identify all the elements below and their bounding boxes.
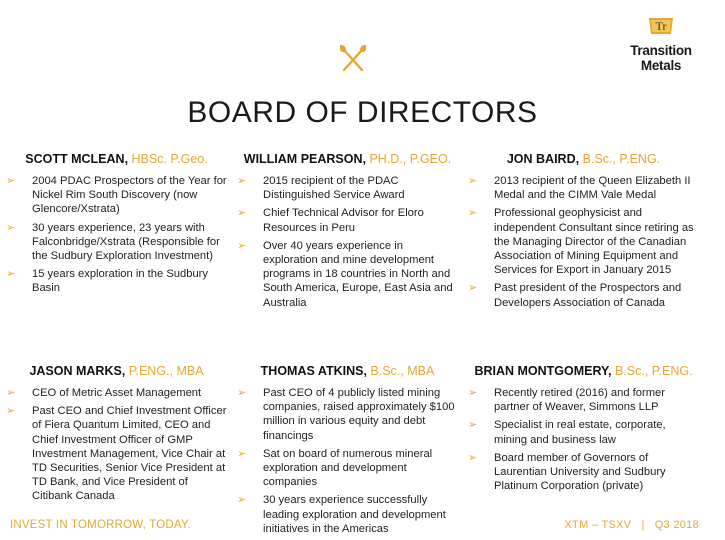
director-bullets (235, 386, 460, 536)
list-item: ➢ Past CEO of 4 publicly listed mining companies, raised approximately $100 million in various equity and debt financings (237, 387, 455, 442)
arrow-bullet-icon: ➢ (468, 451, 478, 464)
director-card (466, 364, 701, 497)
arrow-bullet-icon: ➢ (468, 387, 478, 399)
arrow-bullet-icon: ➢ (468, 207, 478, 220)
director-name: JON BAIRD, B.Sc., P.ENG. (506, 152, 661, 166)
list-item: ➢ Recently retired (2016) and former partner of Weaver, Simmons LLP (468, 387, 665, 414)
director-bullets (4, 386, 229, 504)
list-item: ➢ Past president of the Prospectors and Developers Association of Canada (468, 282, 682, 309)
list-item: ➢ Specialist in real estate, corporate, mining and business law (468, 419, 666, 446)
crossed-pickaxes-icon (340, 44, 366, 74)
arrow-bullet-icon: ➢ (6, 387, 16, 399)
footer-ticker: XTM – TSXV | Q3 2018 (564, 519, 699, 531)
director-card (235, 364, 460, 540)
director-name: SCOTT MCLEAN, HBSc. P.Geo. (25, 152, 208, 166)
arrow-bullet-icon: ➢ (237, 447, 247, 460)
list-item: ➢ 30 years experience, 23 years with Falconbridge/Xstrata (Responsible for the Sudbury Exploration Investment) (6, 221, 220, 263)
arrow-bullet-icon: ➢ (237, 207, 247, 220)
list-item: ➢ Board member of Governors of Laurentian University and Sudbury Platinum Corporation (private) (468, 451, 666, 493)
arrow-bullet-icon: ➢ (237, 387, 247, 399)
director-bullets (235, 174, 460, 310)
arrow-bullet-icon: ➢ (237, 494, 247, 507)
arrow-bullet-icon: ➢ (6, 268, 16, 281)
company-logo (611, 14, 711, 73)
director-name: THOMAS ATKINS, B.Sc., MBA (260, 364, 435, 378)
director-name: WILLIAM PEARSON, PH.D., P.GEO. (243, 152, 452, 166)
director-name: BRIAN MONTGOMERY, B.Sc., P.ENG. (474, 364, 693, 378)
arrow-bullet-icon: ➢ (237, 175, 247, 187)
list-item: ➢ Professional geophysicist and independent Consultant since retiring as the Managing Director of the Canadian Association of Mining Equipment and Services for Export in January 2015 (468, 207, 694, 277)
list-item: ➢ Chief Technical Advisor for Eloro Resources in Peru (237, 207, 424, 234)
director-name: JASON MARKS, P.ENG., MBA (29, 364, 204, 378)
arrow-bullet-icon: ➢ (6, 405, 16, 418)
list-item: ➢ Sat on board of numerous mineral exploration and development companies (237, 447, 433, 489)
arrow-bullet-icon: ➢ (468, 175, 478, 187)
list-item: ➢ Over 40 years experience in exploration and mine development programs in 18 countries in North and South America, Europe, East Asia and Australia (237, 239, 453, 309)
list-item: ➢ CEO of Metric Asset Management (6, 387, 202, 399)
list-item: ➢ 2004 PDAC Prospectors of the Year for Nickel Rim South Discovery (now Glencore/Xstrata) (6, 175, 227, 216)
director-card (235, 152, 460, 314)
arrow-bullet-icon: ➢ (468, 282, 478, 295)
director-card (4, 152, 229, 300)
logo-text: Transition Metals (630, 43, 692, 73)
arrow-bullet-icon: ➢ (468, 419, 478, 432)
logo-mark-text: Tr (655, 19, 667, 33)
director-bullets (466, 174, 701, 310)
list-item: ➢ Past CEO and Chief Investment Officer of Fiera Quantum Limited, CEO and Chief Investment Officer of GMP Investment Management, Vice Chair at TD Securities, Senior Vice President at TD Bank, and Vice President of Citibank Canada (6, 405, 227, 503)
list-item: ➢ 2013 recipient of the Queen Elizabeth II Medal and the CIMM Vale Medal (468, 175, 691, 202)
list-item: ➢ 15 years exploration in the Sudbury Basin (6, 268, 209, 295)
list-item: ➢ 30 years experience successfully leading exploration and development initiatives in the Americas (237, 494, 446, 535)
arrow-bullet-icon: ➢ (237, 239, 247, 252)
page-title: BOARD OF DIRECTORS (187, 96, 538, 129)
director-bullets (466, 386, 701, 493)
logo-mark-icon (647, 14, 675, 36)
footer-tagline: INVEST IN TOMORROW, TODAY. (10, 519, 191, 531)
director-card (466, 152, 701, 314)
arrow-bullet-icon: ➢ (6, 175, 16, 187)
arrow-bullet-icon: ➢ (6, 221, 16, 234)
director-bullets (4, 174, 229, 296)
director-card (4, 364, 229, 508)
list-item: ➢ 2015 recipient of the PDAC Distinguished Service Award (237, 175, 405, 202)
